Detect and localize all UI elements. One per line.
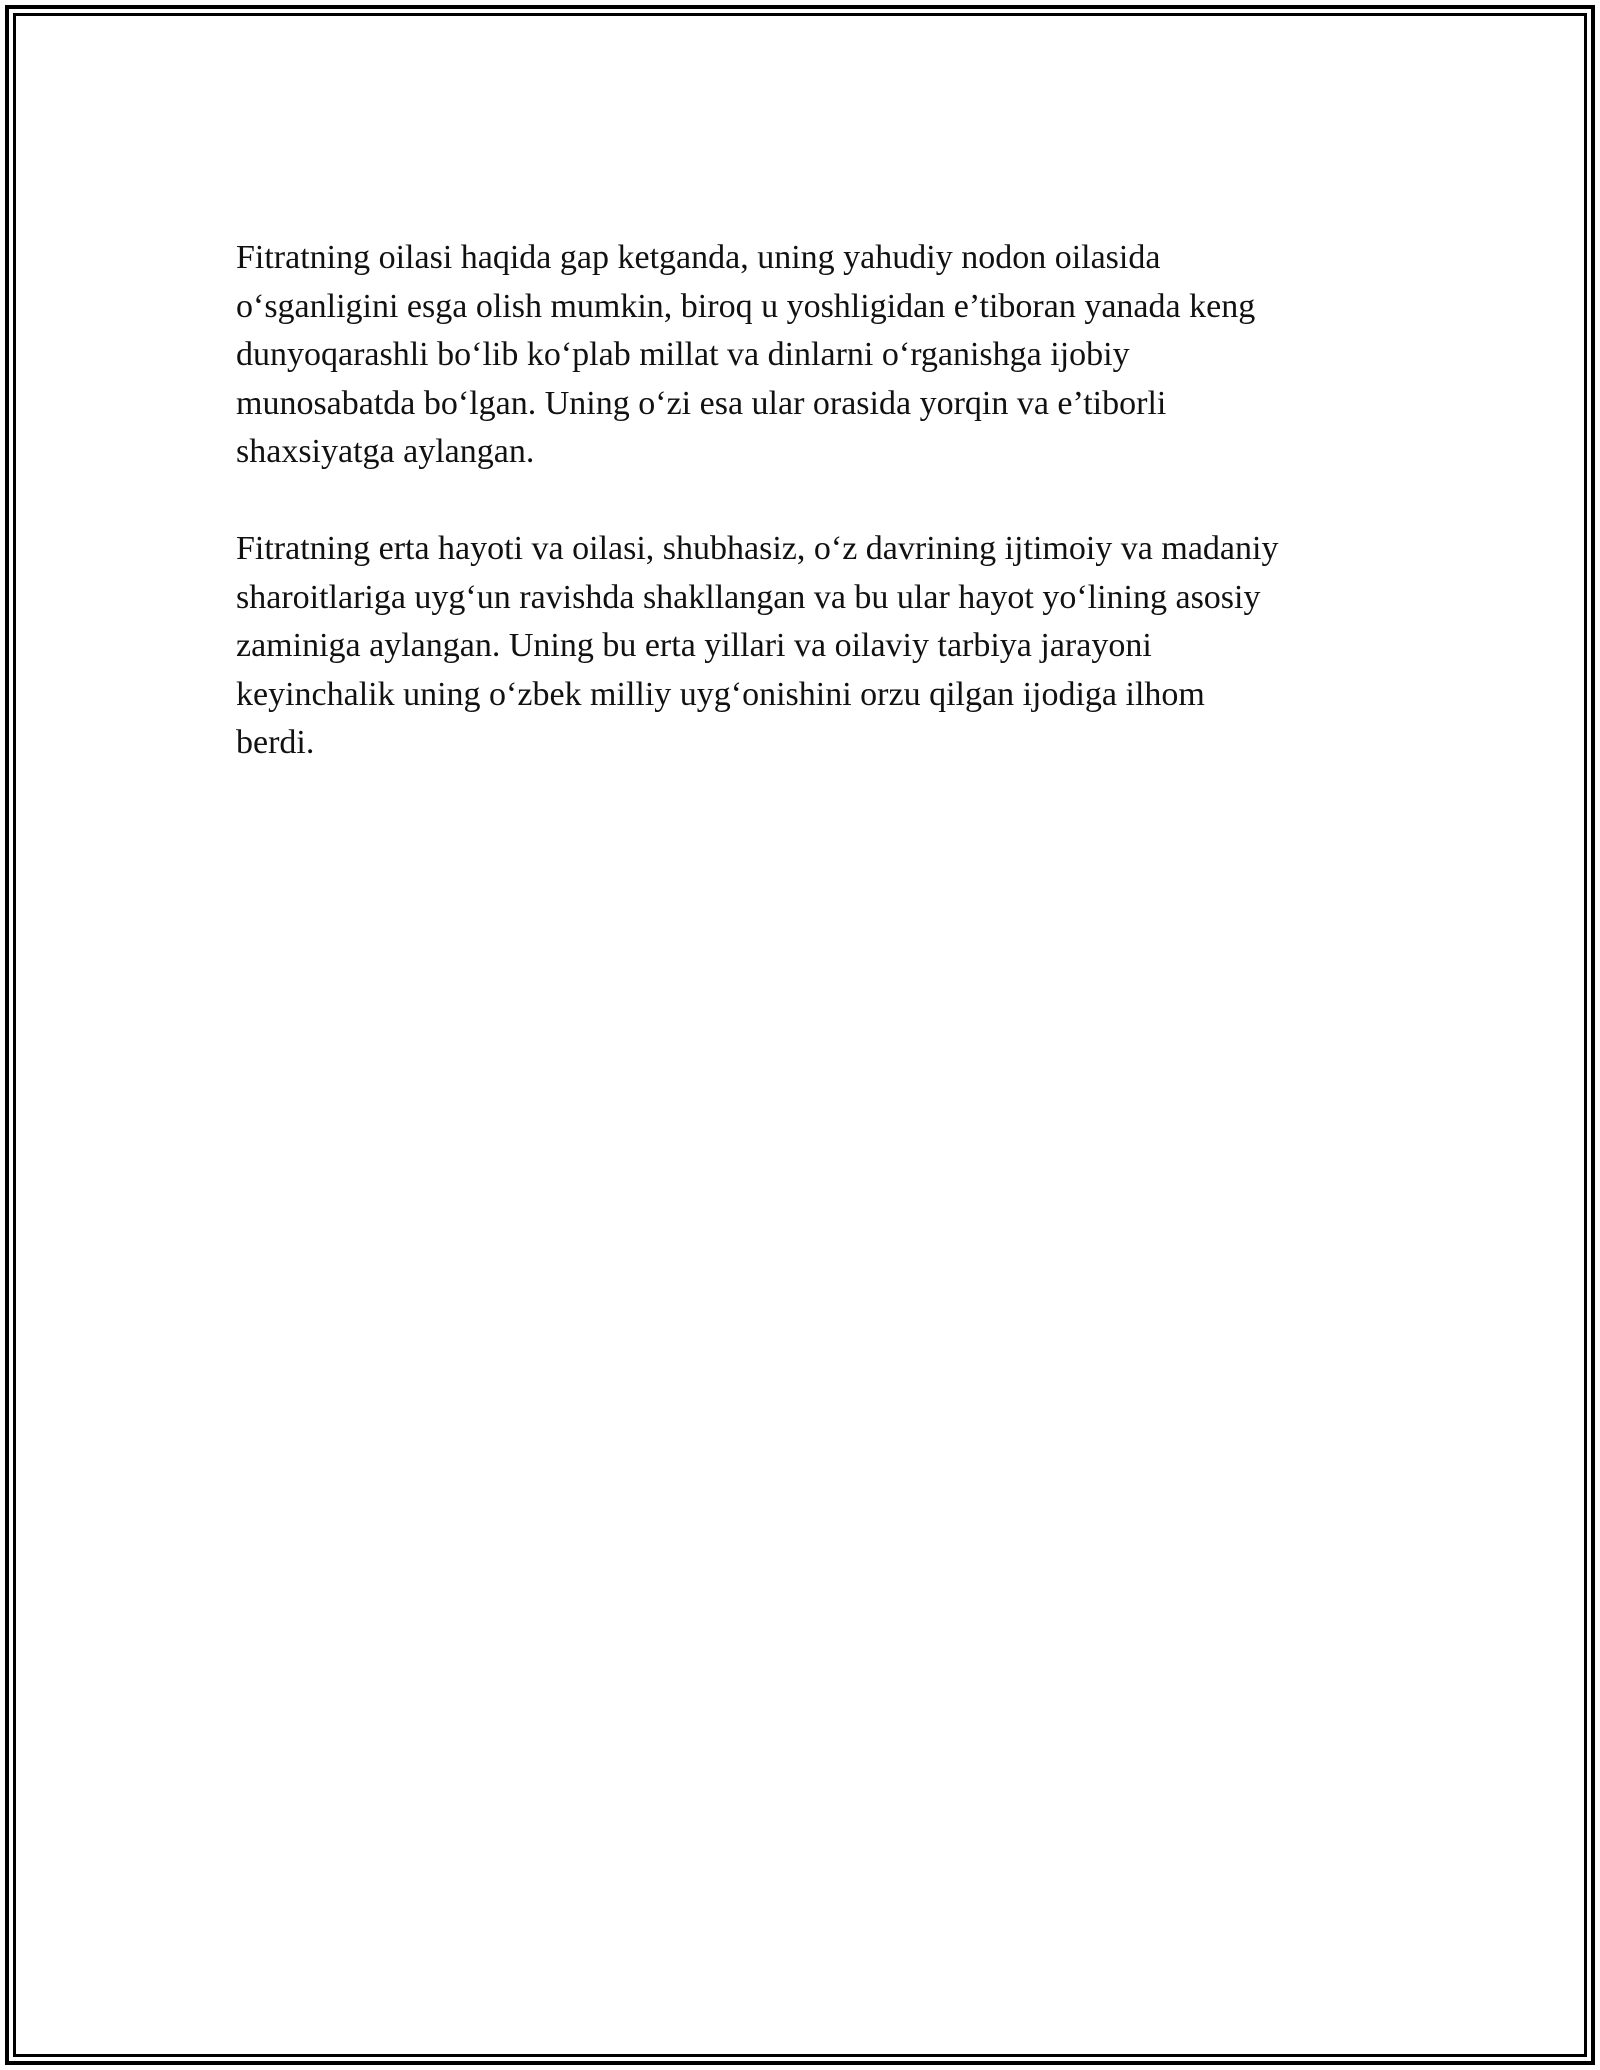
paragraph-line: berdi. — [236, 724, 315, 761]
paragraph-2 — [236, 525, 1386, 768]
paragraph-line: keyinchalik uning o‘zbek milliy uyg‘onishini orzu qilgan ijodiga ilhom — [236, 675, 1205, 713]
document-body — [236, 234, 1386, 816]
paragraph-line: shaxsiyatga aylangan. — [236, 433, 535, 470]
paragraph-line: sharoitlariga uyg‘un ravishda shakllangan va bu ular hayot yo‘lining asosiy — [236, 578, 1261, 616]
paragraph-line: Fitratning oilasi haqida gap ketganda, uning yahudiy nodon oilasida — [236, 239, 1161, 276]
paragraph-line: munosabatda bo‘lgan. Uning o‘zi esa ular orasida yorqin va e’tiborli — [236, 384, 1167, 422]
paragraph-1 — [236, 234, 1386, 477]
paragraph-line: dunyoqarashli bo‘lib ko‘plab millat va dinlarni o‘rganishga ijobiy — [236, 336, 1130, 373]
paragraph-line: o‘sganligini esga olish mumkin, biroq u yoshligidan e’tiboran yanada keng — [236, 287, 1256, 325]
paragraph-line: Fitratning erta hayoti va oilasi, shubhasiz, o‘z davrining ijtimoiy va madaniy — [236, 530, 1279, 567]
paragraph-line: zaminiga aylangan. Uning bu erta yillari va oilaviy tarbiya jarayoni — [236, 627, 1152, 664]
